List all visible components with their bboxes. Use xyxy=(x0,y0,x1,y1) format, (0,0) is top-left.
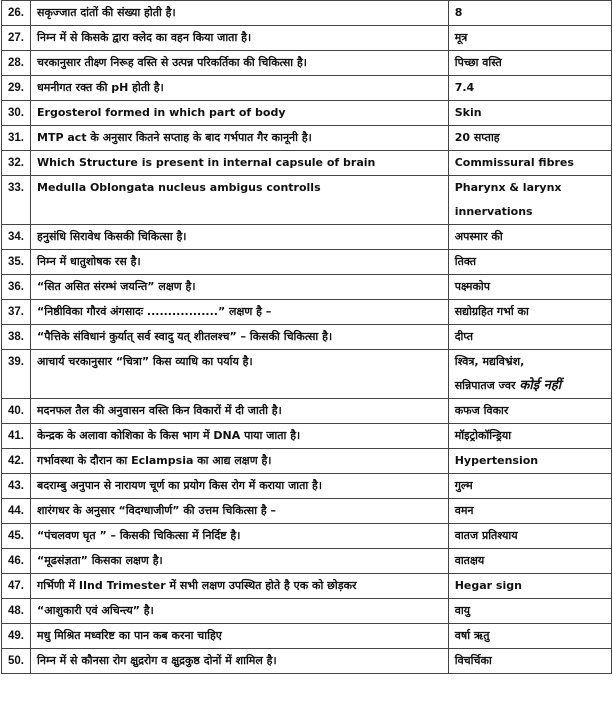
table-row xyxy=(2,424,612,449)
table-row xyxy=(2,51,612,76)
table-row xyxy=(2,26,612,51)
table-body xyxy=(2,1,612,674)
question-text: MTP act के अनुसार कितने सप्ताह के बाद गर्भपात गैर कानूनी है। xyxy=(31,126,449,151)
question-number: 44. xyxy=(2,499,31,524)
question-number: 39. xyxy=(2,350,31,399)
question-number: 38. xyxy=(2,325,31,350)
table-row xyxy=(2,300,612,325)
question-text: सकृज्जात दांतों की संख्या होती है। xyxy=(31,1,449,26)
table-row xyxy=(2,1,612,26)
question-number: 37. xyxy=(2,300,31,325)
table-row xyxy=(2,599,612,624)
table-row xyxy=(2,524,612,549)
answer-text: Commissural fibres xyxy=(448,151,611,176)
answer-text-part: सन्निपातज ज्वर xyxy=(454,379,516,392)
handwritten-answer: कोई नहीं xyxy=(519,378,562,393)
question-number: 42. xyxy=(2,449,31,474)
table-row xyxy=(2,399,612,424)
question-text: Medulla Oblongata nucleus ambigus controlls xyxy=(31,176,449,225)
question-number: 31. xyxy=(2,126,31,151)
question-number: 32. xyxy=(2,151,31,176)
question-number: 45. xyxy=(2,524,31,549)
question-text: मधु मिश्रित मध्वरिष्ट का पान कब करना चाहिए xyxy=(31,624,449,649)
question-text: निम्न में से किसके द्वारा क्लेद का वहन किया जाता है। xyxy=(31,26,449,51)
question-text: धमनीगत रक्त की pH होती है। xyxy=(31,76,449,101)
question-text: मदनफल तैल की अनुवासन वस्ति किन विकारों में दी जाती है। xyxy=(31,399,449,424)
answer-text: अपस्मार की xyxy=(448,225,611,250)
table-row xyxy=(2,101,612,126)
question-text: “मूढसंज्ञता” किसका लक्षण है। xyxy=(31,549,449,574)
question-text: गर्भावस्था के दौरान का Eclampsia का आद्य लक्षण है। xyxy=(31,449,449,474)
question-text: गर्भिणी में IInd Trimester में सभी लक्षण उपस्थित होते है एक को छोड़कर xyxy=(31,574,449,599)
answer-text: Hegar sign xyxy=(448,574,611,599)
table-row xyxy=(2,474,612,499)
answer-text: वायु xyxy=(448,599,611,624)
question-number: 40. xyxy=(2,399,31,424)
table-row xyxy=(2,250,612,275)
table-row xyxy=(2,225,612,250)
question-number: 36. xyxy=(2,275,31,300)
question-text: “पैत्तिके संविधानं कुर्यात् सर्व स्वादु यत् शीतलश्च” – किसकी चिकित्सा है। xyxy=(31,325,449,350)
answer-text: दीप्त xyxy=(448,325,611,350)
answer-text: Hypertension xyxy=(448,449,611,474)
table-row xyxy=(2,76,612,101)
question-text: बदराम्बु अनुपान से नारायण चूर्ण का प्रयोग किस रोग में कराया जाता है। xyxy=(31,474,449,499)
question-number: 29. xyxy=(2,76,31,101)
question-text: “सित असित संरम्भं जयन्ति” लक्षण है। xyxy=(31,275,449,300)
question-text: आचार्य चरकानुसार “चित्रा” किस व्याधि का पर्याय है। xyxy=(31,350,449,399)
answer-text: वातज प्रतिश्याय xyxy=(448,524,611,549)
answer-text: मूत्र xyxy=(448,26,611,51)
question-text: Which Structure is present in internal capsule of brain xyxy=(31,151,449,176)
question-number: 43. xyxy=(2,474,31,499)
question-text: हनुसंधि सिरावेध किसकी चिकित्सा है। xyxy=(31,225,449,250)
question-text: केन्द्रक के अलावा कोशिका के किस भाग में DNA पाया जाता है। xyxy=(31,424,449,449)
answer-text: सद्योग्रहित गर्भा का xyxy=(448,300,611,325)
answer-text: Skin xyxy=(448,101,611,126)
question-number: 41. xyxy=(2,424,31,449)
answer-text: 7.4 xyxy=(448,76,611,101)
question-text: निम्न में से कौनसा रोग क्षुद्ररोग व क्षुद्रकुष्ठ दोनों में शामिल है। xyxy=(31,649,449,674)
table-row xyxy=(2,325,612,350)
question-text: “आशुकारी एवं अचिन्त्य” है। xyxy=(31,599,449,624)
question-number: 50. xyxy=(2,649,31,674)
table-row xyxy=(2,549,612,574)
answer-text: मॉइट्रोकॉन्ड्रिया xyxy=(448,424,611,449)
answer-text: श्वित्र, मद्यविभ्रंश, xyxy=(454,355,525,368)
question-number: 47. xyxy=(2,574,31,599)
table-row xyxy=(2,350,612,399)
question-number: 26. xyxy=(2,1,31,26)
answer-text: पिच्छा वस्ति xyxy=(448,51,611,76)
answer-cell xyxy=(448,350,611,399)
table-row xyxy=(2,499,612,524)
question-answer-table xyxy=(1,0,612,674)
table-row xyxy=(2,624,612,649)
table-row xyxy=(2,151,612,176)
question-number: 28. xyxy=(2,51,31,76)
question-text: “निष्ठीविका गौरवं अंगसादः .................” लक्षण है – xyxy=(31,300,449,325)
answer-text: वर्षा ऋतु xyxy=(448,624,611,649)
table-row xyxy=(2,275,612,300)
answer-text: Pharynx & larynx innervations xyxy=(448,176,611,225)
question-text: शारंगधर के अनुसार “विदग्धाजीर्ण” की उत्तम चिकित्सा है – xyxy=(31,499,449,524)
answer-text: 20 सप्ताह xyxy=(448,126,611,151)
question-text: निम्न में धातुशोषक रस है। xyxy=(31,250,449,275)
question-number: 33. xyxy=(2,176,31,225)
question-text: “पंचलवण घृत ” – किसकी चिकित्सा में निर्दिष्ट है। xyxy=(31,524,449,549)
table-row xyxy=(2,126,612,151)
answer-text: 8 xyxy=(448,1,611,26)
answer-text: तिक्त xyxy=(448,250,611,275)
question-number: 30. xyxy=(2,101,31,126)
table-row xyxy=(2,649,612,674)
answer-text: विचर्चिका xyxy=(448,649,611,674)
answer-text: गुल्म xyxy=(448,474,611,499)
question-text: Ergosterol formed in which part of body xyxy=(31,101,449,126)
question-number: 35. xyxy=(2,250,31,275)
answer-text: वातक्षय xyxy=(448,549,611,574)
answer-text-line2 xyxy=(455,374,605,398)
question-number: 48. xyxy=(2,599,31,624)
answer-text: पक्ष्मकोप xyxy=(448,275,611,300)
table-row xyxy=(2,574,612,599)
table-row xyxy=(2,449,612,474)
answer-text: कफज विकार xyxy=(448,399,611,424)
answer-text: वमन xyxy=(448,499,611,524)
table-row xyxy=(2,176,612,225)
question-number: 34. xyxy=(2,225,31,250)
question-number: 49. xyxy=(2,624,31,649)
question-number: 27. xyxy=(2,26,31,51)
question-text: चरकानुसार तीक्ष्ण निरूह वस्ति से उत्पन्न परिकर्तिका की चिकित्सा है। xyxy=(31,51,449,76)
question-number: 46. xyxy=(2,549,31,574)
